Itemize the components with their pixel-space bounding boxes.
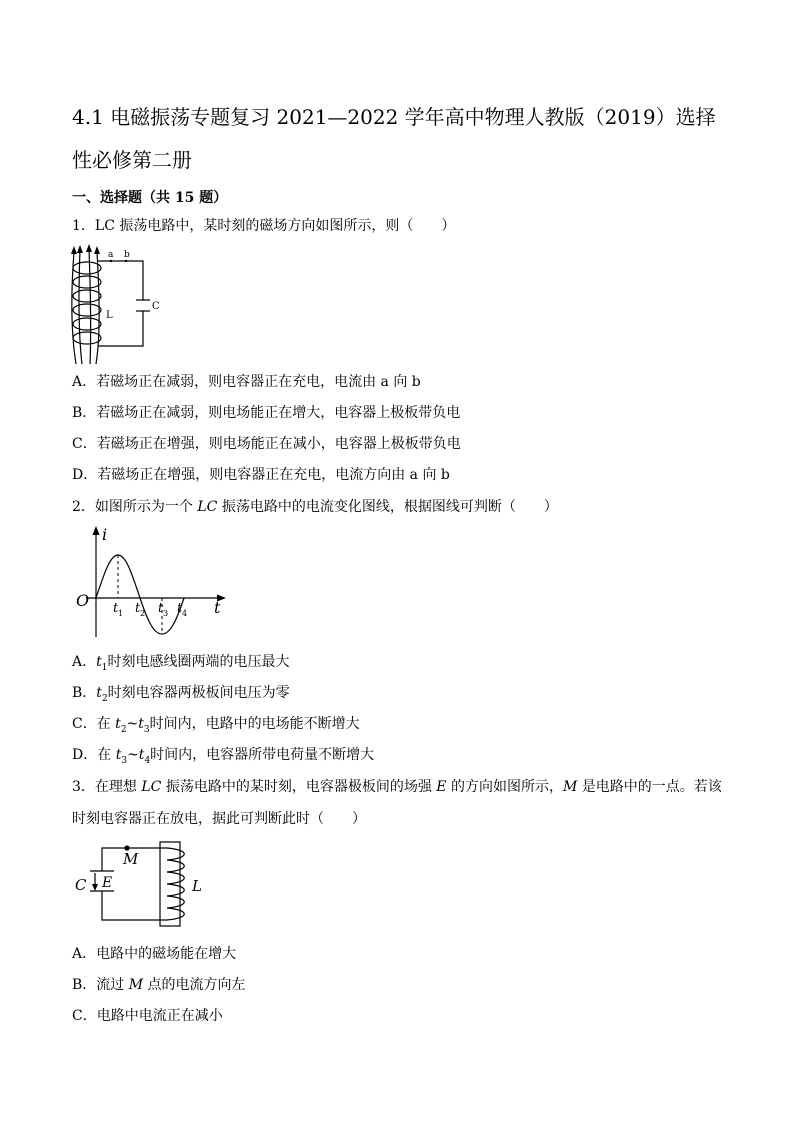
q2-stem-pre: 2．如图所示为一个 <box>72 499 198 515</box>
q2-d-t2: t <box>138 747 145 763</box>
q1-label-a: a <box>108 250 114 260</box>
question-3-option-c: C．电路中电流正在减小 <box>72 1008 223 1024</box>
q2-a-t: t <box>96 654 102 670</box>
question-1-figure-lc-circuit <box>66 244 166 368</box>
q3-stem-e: E <box>436 779 447 795</box>
q2-d-sub1: 3 <box>121 755 128 766</box>
q3-label-e: E <box>102 875 113 891</box>
question-2-option-a <box>72 654 290 676</box>
q2-c-dash: ~ <box>126 716 139 732</box>
q2-d-t1: t <box>115 747 122 763</box>
question-3-figure-lc-circuit <box>72 838 212 934</box>
q1-label-b: b <box>124 250 130 260</box>
q2-c-sub1: 2 <box>120 724 127 735</box>
question-2-figure-current-graph <box>74 524 228 642</box>
q2-tick-t1: t <box>113 601 119 616</box>
question-2-option-d <box>72 747 374 769</box>
question-1-stem: 1．LC 振荡电路中，某时刻的磁场方向如图所示，则（ ） <box>72 218 456 234</box>
q2-d-text: 时间内，电容器所带电荷量不断增大 <box>150 747 375 763</box>
q3-stem-c: 的方向如图所示， <box>446 779 563 795</box>
section-heading: 一、选择题（共 15 题） <box>72 190 228 206</box>
q2-a-sub: 1 <box>101 662 108 673</box>
q2-stem-post: 振荡电路中的电流变化图线，根据图线可判断（ ） <box>217 499 558 515</box>
q3-label-m: M <box>123 850 139 868</box>
question-1-option-c: C．若磁场正在增强，则电场能正在减小，电容器上极板带负电 <box>72 436 461 452</box>
q3-b-text: 点的电流方向左 <box>143 977 246 993</box>
question-3-stem-line-2: 时刻电容器正在放电，据此可判断此时（ ） <box>72 811 366 827</box>
q2-d-dash: ~ <box>127 747 139 763</box>
q2-d-sub2: 4 <box>144 755 151 766</box>
q2-a-text: 时刻电感线圈两端的电压最大 <box>107 654 290 670</box>
question-2-stem <box>72 499 558 515</box>
question-3-stem-line-1 <box>72 779 722 795</box>
q2-d-prefix: D．在 <box>72 747 116 763</box>
q3-label-capacitor: C <box>75 876 87 894</box>
question-1-option-a: A．若磁场正在减弱，则电容器正在充电，电流由 a 向 b <box>72 374 421 390</box>
document-title-line-2: 性必修第二册 <box>72 148 192 172</box>
q2-c-t2: t <box>138 716 144 732</box>
q2-b-sub: 2 <box>101 693 108 704</box>
q2-a-prefix: A． <box>72 654 97 670</box>
q2-c-t1: t <box>115 716 121 732</box>
q2-tick-t3-sub: 3 <box>163 609 169 618</box>
question-1-option-b: B．若磁场正在减弱，则电场能正在增大，电容器上极板带负电 <box>72 405 461 421</box>
question-3-option-a: A．电路中的磁场能在增大 <box>72 946 237 962</box>
q1-label-capacitor: C <box>152 301 160 312</box>
q2-tick-t3: t <box>158 601 164 616</box>
q2-c-sub2: 3 <box>143 724 150 735</box>
q2-tick-t2-sub: 2 <box>140 609 146 618</box>
q2-axis-label-t: t <box>214 598 221 617</box>
q2-tick-t4: t <box>177 601 183 616</box>
q3-stem-b: 振荡电路中的某时刻，电容器极板间的场强 <box>161 779 437 795</box>
q2-b-text: 时刻电容器两极板间电压为零 <box>107 685 290 701</box>
q3-b-m: M <box>128 977 144 993</box>
q3-label-inductor: L <box>192 877 202 895</box>
document-title-line-1: 4.1 电磁振荡专题复习 2021—2022 学年高中物理人教版（2019）选择 <box>72 105 716 129</box>
q2-b-t: t <box>96 685 102 701</box>
q3-stem-d: 是电路中的一点。若该 <box>577 779 722 795</box>
q3-stem-m: M <box>562 779 578 795</box>
question-2-option-b <box>72 685 290 707</box>
question-3-option-b <box>72 977 246 993</box>
q2-c-text: 时间内，电路中的电场能不断增大 <box>149 716 360 732</box>
q1-label-inductor: L <box>106 310 113 321</box>
q2-origin-label: O <box>76 591 90 610</box>
q2-tick-t1-sub: 1 <box>118 609 124 618</box>
q2-axis-label-i: i <box>102 525 108 544</box>
q3-stem-a: 3．在理想 <box>72 779 142 795</box>
q2-stem-lc: LC <box>197 499 218 515</box>
question-2-option-c <box>72 716 360 738</box>
q2-tick-t2: t <box>135 601 141 616</box>
q2-tick-t4-sub: 4 <box>182 609 188 618</box>
q2-b-prefix: B． <box>72 685 97 701</box>
question-1-option-d: D．若磁场正在增强，则电容器正在充电，电流方向由 a 向 b <box>72 467 450 483</box>
q3-stem-lc: LC <box>141 779 162 795</box>
q3-b-prefix: B．流过 <box>72 977 129 993</box>
q2-c-prefix: C．在 <box>72 716 116 732</box>
